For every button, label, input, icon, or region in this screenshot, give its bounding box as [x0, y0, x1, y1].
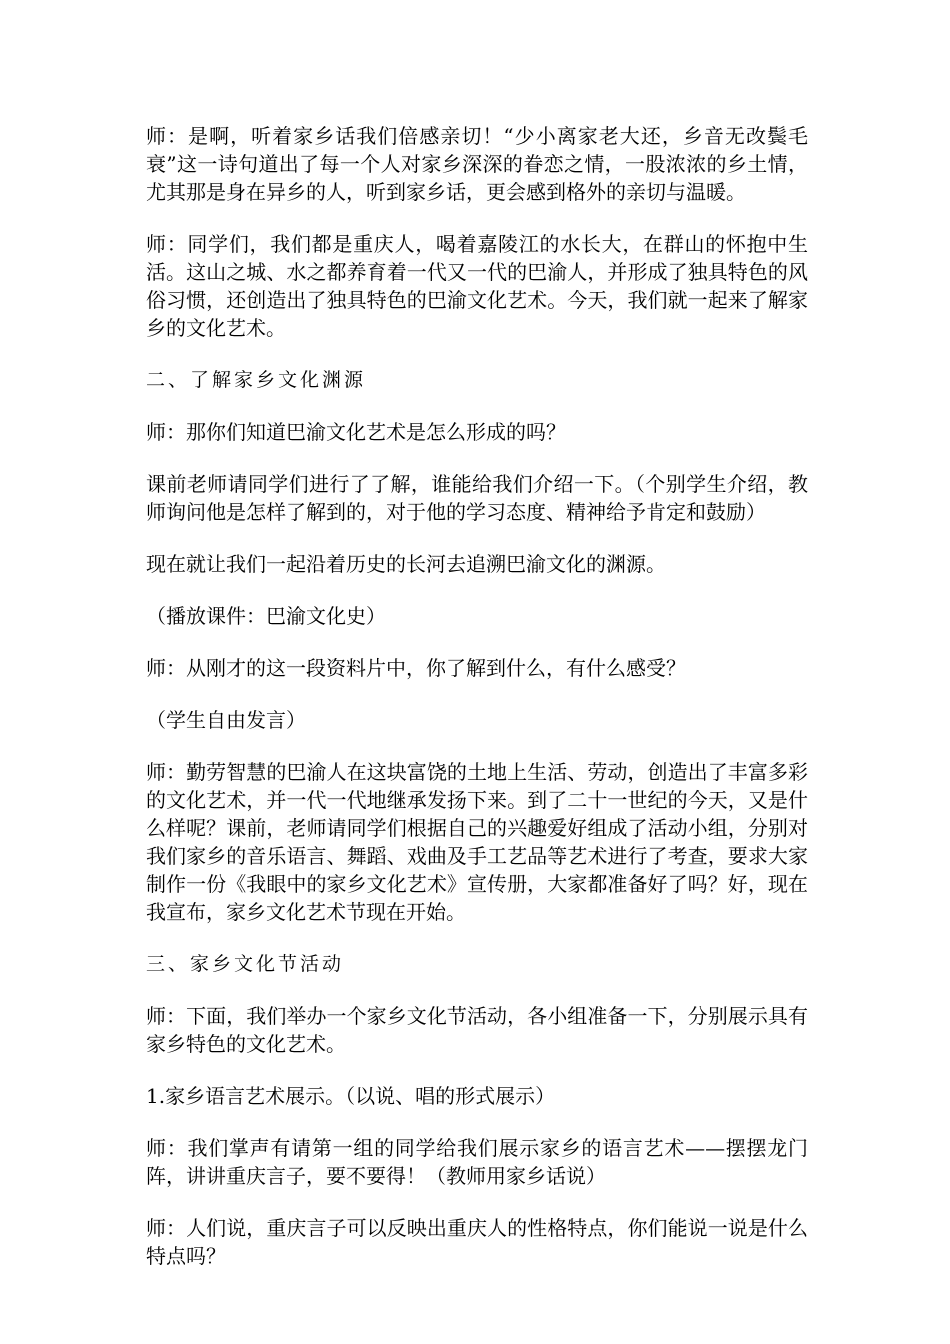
paragraph-2: 师：同学们，我们都是重庆人，喝着嘉陵江的水长大，在群山的怀抱中生活。这山之城、水之都养育着一代又一代的巴渝人，并形成了独具特色的风俗习惯，还创造出了独具特色的巴渝文化艺术。今天，我们就一起来了解家乡的文化艺术。	[146, 232, 808, 340]
paragraph-3: 师：那你们知道巴渝文化艺术是怎么形成的吗？	[146, 420, 566, 444]
paragraph-12: 师：我们掌声有请第一组的同学给我们展示家乡的语言艺术——摆摆龙门阵，讲讲重庆言子，要不要得！（教师用家乡话说）	[146, 1136, 808, 1188]
paragraph-7: 师：从刚才的这一段资料片中，你了解到什么，有什么感受？	[146, 656, 686, 680]
paragraph-4: 课前老师请同学们进行了了解，谁能给我们介绍一下。（个别学生介绍，教师询问他是怎样了解到的，对于他的学习态度、精神给予肯定和鼓励）	[146, 472, 808, 524]
section-heading-3: 三、家乡文化节活动	[146, 953, 345, 975]
paragraph-11: 1.家乡语言艺术展示。（以说、唱的形式展示）	[146, 1084, 556, 1108]
paragraph-6: （播放课件：巴渝文化史）	[146, 604, 386, 628]
section-heading-2: 二、了解家乡文化渊源	[146, 369, 367, 391]
paragraph-1: 师：是啊，听着家乡话我们倍感亲切！“少小离家老大还，乡音无改鬓毛衰”这一诗句道出了每一个人对家乡深深的眷恋之情，一股浓浓的乡土情，尤其那是身在异乡的人，听到家乡话，更会感到格外的亲切与温暖。	[146, 124, 808, 204]
paragraph-5: 现在就让我们一起沿着历史的长河去追溯巴渝文化的渊源。	[146, 552, 666, 576]
paragraph-13: 师：人们说，重庆言子可以反映出重庆人的性格特点，你们能说一说是什么特点吗？	[146, 1216, 808, 1268]
paragraph-9: 师：勤劳智慧的巴渝人在这块富饶的土地上生活、劳动，创造出了丰富多彩的文化艺术，并一代一代地继承发扬下来。到了二十一世纪的今天，又是什么样呢？课前，老师请同学们根据自己的兴趣爱好组成了活动小组，分别对我们家乡的音乐语言、舞蹈、戏曲及手工艺品等艺术进行了考查，要求大家制作一份《我眼中的家乡文化艺术》宣传册，大家都准备好了吗？好，现在我宣布，家乡文化艺术节现在开始。	[146, 760, 808, 924]
paragraph-8: （学生自由发言）	[146, 708, 306, 732]
document-page	[146, 122, 808, 1294]
paragraph-10: 师：下面，我们举办一个家乡文化节活动，各小组准备一下，分别展示具有家乡特色的文化艺术。	[146, 1004, 808, 1056]
